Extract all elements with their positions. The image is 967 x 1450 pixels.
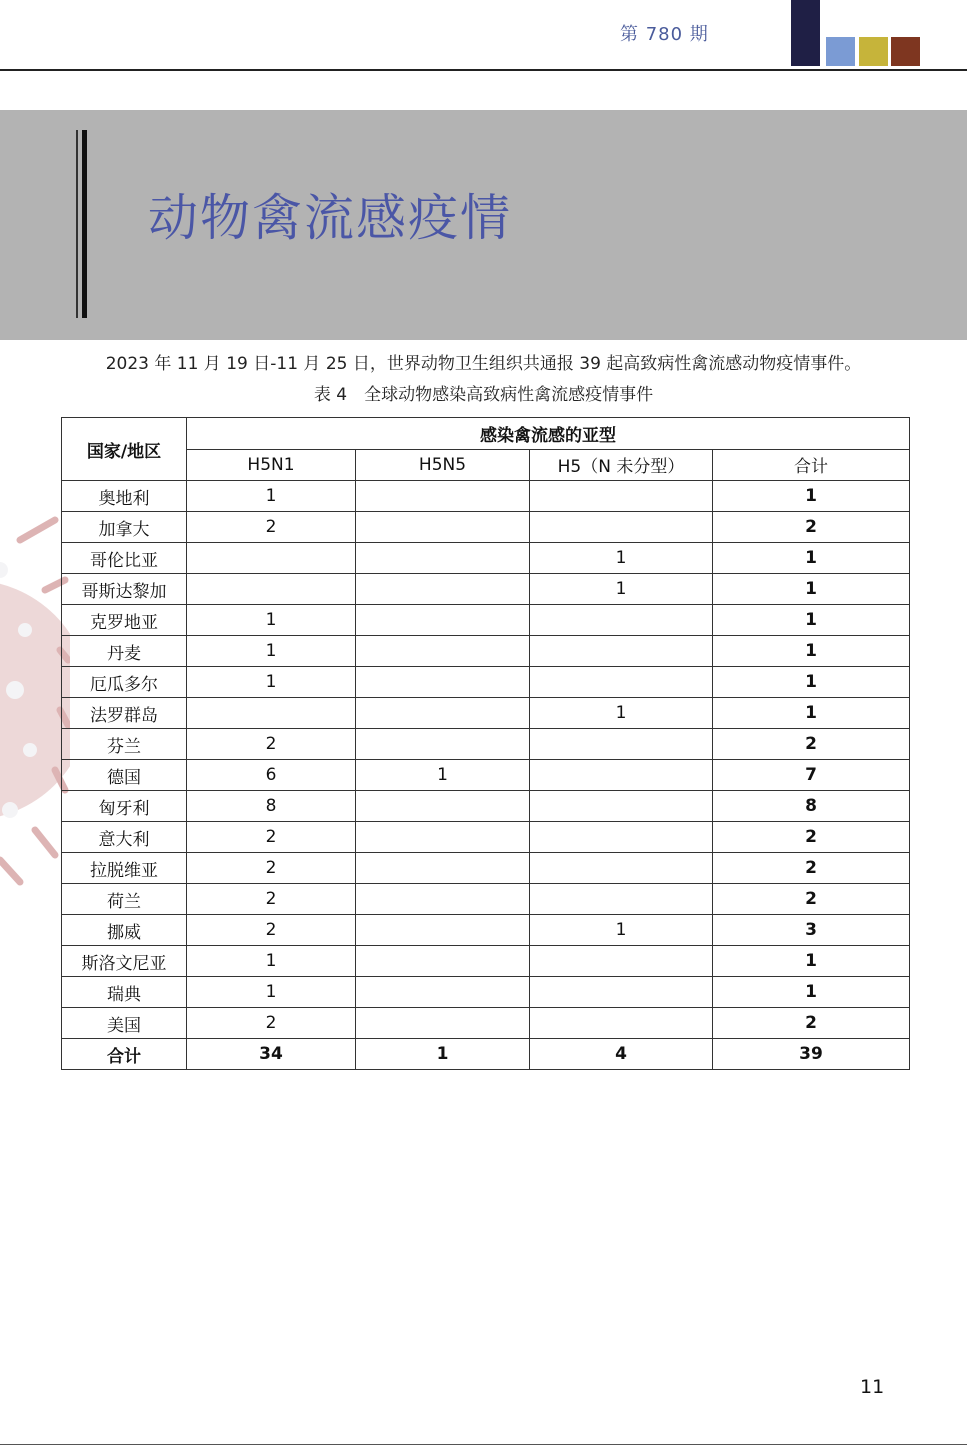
cell-total: 2 [713, 1008, 910, 1039]
cell-country: 奥地利 [62, 481, 187, 512]
page-number: 11 [860, 1376, 885, 1398]
table-row [62, 667, 910, 698]
cell-h5n5 [356, 1008, 530, 1039]
cell-h5n5 [356, 853, 530, 884]
header-country: 国家/地区 [62, 418, 187, 481]
banner-accent-thick [82, 130, 87, 318]
cell-country: 克罗地亚 [62, 605, 187, 636]
cell-country: 斯洛文尼亚 [62, 946, 187, 977]
cell-total: 1 [713, 543, 910, 574]
cell-h5-untyped [530, 977, 713, 1008]
cell-total: 1 [713, 698, 910, 729]
cell-h5n5 [356, 667, 530, 698]
cell-h5n5 [356, 915, 530, 946]
cell-h5-untyped [530, 946, 713, 977]
cell-total: 2 [713, 822, 910, 853]
cell-total: 3 [713, 915, 910, 946]
cell-h5-untyped [530, 512, 713, 543]
outbreak-table [61, 417, 910, 1070]
table-row [62, 791, 910, 822]
total-cell-total: 39 [713, 1039, 910, 1070]
cell-h5n1: 2 [187, 729, 356, 760]
footer-rule [0, 1444, 967, 1445]
table-row [62, 636, 910, 667]
table-row [62, 512, 910, 543]
cell-country: 厄瓜多尔 [62, 667, 187, 698]
decor-block-gold [859, 37, 888, 66]
cell-h5n5 [356, 481, 530, 512]
cell-country: 拉脱维亚 [62, 853, 187, 884]
cell-h5n1: 2 [187, 915, 356, 946]
cell-h5-untyped [530, 853, 713, 884]
table-row [62, 698, 910, 729]
cell-h5n5: 1 [356, 760, 530, 791]
total-cell-h5n1: 34 [187, 1039, 356, 1070]
cell-country: 哥伦比亚 [62, 543, 187, 574]
cell-h5-untyped [530, 636, 713, 667]
table-row [62, 946, 910, 977]
cell-h5-untyped: 1 [530, 698, 713, 729]
cell-country: 瑞典 [62, 977, 187, 1008]
table-row [62, 1008, 910, 1039]
cell-total: 7 [713, 760, 910, 791]
cell-h5n1 [187, 543, 356, 574]
header-rule [0, 69, 967, 71]
cell-h5n1 [187, 698, 356, 729]
total-cell-h5n5: 1 [356, 1039, 530, 1070]
header-h5-untyped: H5（N 未分型） [530, 449, 713, 481]
cell-h5n5 [356, 574, 530, 605]
cell-h5-untyped: 1 [530, 574, 713, 605]
cell-h5-untyped [530, 1008, 713, 1039]
cell-h5n1: 2 [187, 822, 356, 853]
table-row [62, 977, 910, 1008]
issue-number: 第 780 期 [620, 24, 709, 45]
cell-country: 美国 [62, 1008, 187, 1039]
cell-h5n5 [356, 512, 530, 543]
cell-h5n1: 2 [187, 853, 356, 884]
cell-h5n1 [187, 574, 356, 605]
section-title: 动物禽流感疫情 [148, 189, 512, 247]
cell-total: 1 [713, 636, 910, 667]
cell-country: 德国 [62, 760, 187, 791]
cell-total: 2 [713, 853, 910, 884]
cell-h5n1: 6 [187, 760, 356, 791]
cell-h5n1: 1 [187, 636, 356, 667]
cell-h5n1: 2 [187, 884, 356, 915]
cell-h5n5 [356, 636, 530, 667]
cell-h5n5 [356, 977, 530, 1008]
header-total: 合计 [713, 449, 910, 481]
cell-h5n5 [356, 729, 530, 760]
cell-total: 1 [713, 605, 910, 636]
cell-h5n5 [356, 884, 530, 915]
table-caption: 表 4 全球动物感染高致病性禽流感疫情事件 [313, 385, 654, 405]
cell-h5n1: 1 [187, 977, 356, 1008]
cell-total: 1 [713, 977, 910, 1008]
banner-accent-thin [76, 130, 78, 318]
cell-h5n5 [356, 698, 530, 729]
table-row [62, 605, 910, 636]
cell-h5n5 [356, 822, 530, 853]
cell-h5n1: 1 [187, 481, 356, 512]
total-cell-country: 合计 [62, 1039, 187, 1070]
header-h5n5: H5N5 [356, 449, 530, 481]
cell-h5n1: 1 [187, 946, 356, 977]
cell-country: 挪威 [62, 915, 187, 946]
header-h5n1: H5N1 [187, 449, 356, 481]
decor-block-brown [891, 37, 920, 66]
cell-h5-untyped: 1 [530, 543, 713, 574]
intro-paragraph: 2023 年 11 月 19 日-11 月 25 日，世界动物卫生组织共通报 39 起高致病性禽流感动物疫情事件。 [105, 354, 862, 374]
cell-total: 2 [713, 729, 910, 760]
decor-block-blue [826, 37, 855, 66]
table-row [62, 760, 910, 791]
cell-h5-untyped [530, 605, 713, 636]
cell-total: 1 [713, 667, 910, 698]
cell-h5n5 [356, 946, 530, 977]
header-subtype-group: 感染禽流感的亚型 [187, 418, 910, 450]
cell-h5n1: 2 [187, 1008, 356, 1039]
cell-total: 1 [713, 574, 910, 605]
cell-h5n1: 1 [187, 667, 356, 698]
cell-h5-untyped [530, 760, 713, 791]
cell-country: 荷兰 [62, 884, 187, 915]
cell-h5-untyped: 1 [530, 915, 713, 946]
cell-h5-untyped [530, 481, 713, 512]
cell-total: 2 [713, 512, 910, 543]
cell-h5-untyped [530, 729, 713, 760]
cell-h5n1: 8 [187, 791, 356, 822]
cell-total: 8 [713, 791, 910, 822]
cell-h5n5 [356, 605, 530, 636]
cell-h5n1: 2 [187, 512, 356, 543]
table-row [62, 915, 910, 946]
cell-country: 哥斯达黎加 [62, 574, 187, 605]
cell-h5n1: 1 [187, 605, 356, 636]
table-row [62, 853, 910, 884]
cell-total: 1 [713, 481, 910, 512]
cell-total: 1 [713, 946, 910, 977]
cell-country: 芬兰 [62, 729, 187, 760]
table-row [62, 884, 910, 915]
cell-country: 匈牙利 [62, 791, 187, 822]
cell-total: 2 [713, 884, 910, 915]
cell-h5n5 [356, 543, 530, 574]
table-row [62, 543, 910, 574]
table-row [62, 481, 910, 512]
virus-illustration [0, 510, 70, 890]
table-row [62, 822, 910, 853]
total-cell-h5-untyped: 4 [530, 1039, 713, 1070]
table-total-row [62, 1039, 910, 1070]
cell-h5-untyped [530, 791, 713, 822]
cell-h5-untyped [530, 884, 713, 915]
cell-country: 丹麦 [62, 636, 187, 667]
table-row [62, 729, 910, 760]
table-row [62, 574, 910, 605]
cell-h5-untyped [530, 822, 713, 853]
cell-country: 法罗群岛 [62, 698, 187, 729]
cell-h5-untyped [530, 667, 713, 698]
decor-block-navy [791, 0, 820, 66]
cell-h5n5 [356, 791, 530, 822]
cell-country: 加拿大 [62, 512, 187, 543]
cell-country: 意大利 [62, 822, 187, 853]
